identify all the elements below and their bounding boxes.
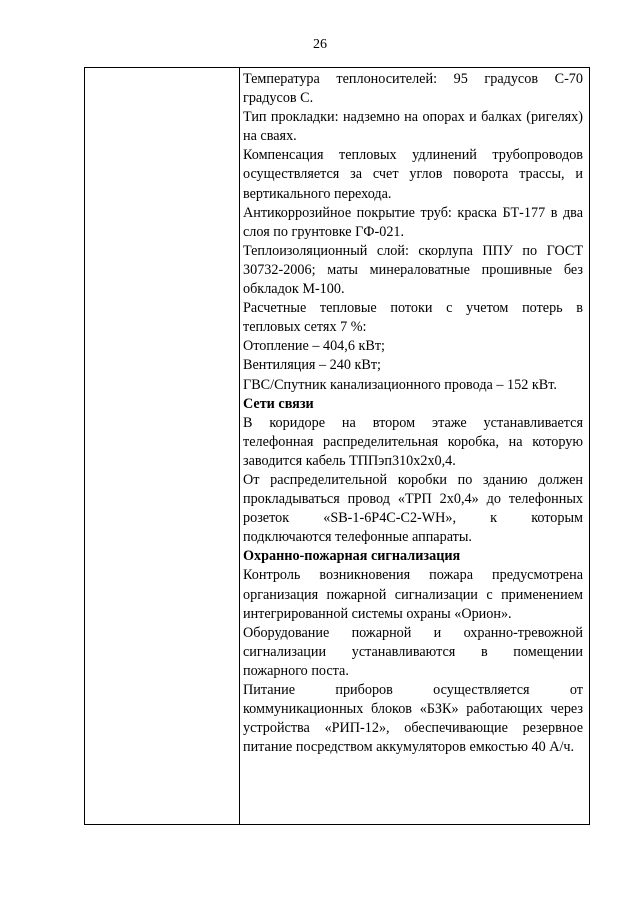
paragraph-heating: Отопление – 404,6 кВт; — [243, 338, 385, 355]
paragraph-insulation: Теплоизоляционный слой: скорлупа ППУ по ГОСТ 30732-2006; маты минераловатные прошивные без обкладок М-100. — [243, 242, 583, 298]
paragraph-heat-flows: Расчетные тепловые потоки с учетом потерь в тепловых сетях 7 %: — [243, 300, 583, 336]
heading-communication-networks: Сети связи — [243, 395, 314, 412]
paragraph-power-supply: Питание приборов осуществляется от коммуникационных блоков «БЗК» работающих через устройства «РИП-12», обеспечивающие резервное питание посредством аккумуляторов емкостью 40 А/ч. — [243, 682, 583, 756]
paragraph-hot-water: ГВС/Спутник канализационного провода – 152 кВт. — [243, 376, 557, 393]
table-right-column — [240, 68, 589, 824]
heading-fire-alarm: Охранно-пожарная сигнализация — [243, 548, 461, 565]
paragraph-temperature: Температура теплоносителей: 95 градусов С-70 градусов С. — [243, 71, 583, 107]
table-left-column — [85, 68, 240, 824]
paragraph-telephone-wiring: От распределительной коробки по зданию должен прокладываться провод «ТРП 2х0,4» до телефонных розеток «SB-1-6P4C-C2-WH», к которым подключаются телефонные аппараты. — [243, 471, 583, 546]
paragraph-ventilation: Вентиляция – 240 кВт; — [243, 357, 381, 374]
page-number: 26 — [313, 37, 327, 52]
document-table — [84, 67, 590, 825]
paragraph-compensation: Компенсация тепловых удлинений трубопроводов осуществляется за счет углов поворота трассы, и вертикального перехода. — [243, 147, 583, 202]
paragraph-anticorrosion: Антикоррозийное покрытие труб: краска БТ-177 в два слоя по грунтовке ГФ-021. — [243, 204, 583, 240]
paragraph-telephone-box: В коридоре на втором этаже устанавливается телефонная распределительная коробка, на которую заводится кабель ТППэп310х2х0,4. — [243, 414, 583, 469]
paragraph-alarm-equipment: Оборудование пожарной и охранно-тревожной сигнализации устанавливаются в помещении пожарного поста. — [243, 624, 583, 679]
paragraph-fire-control: Контроль возникновения пожара предусмотрена организация пожарной сигнализации с применением интегрированной системы охраны «Орион». — [243, 567, 583, 622]
paragraph-laying-type: Тип прокладки: надземно на опорах и балках (ригелях) на сваях. — [243, 109, 583, 145]
